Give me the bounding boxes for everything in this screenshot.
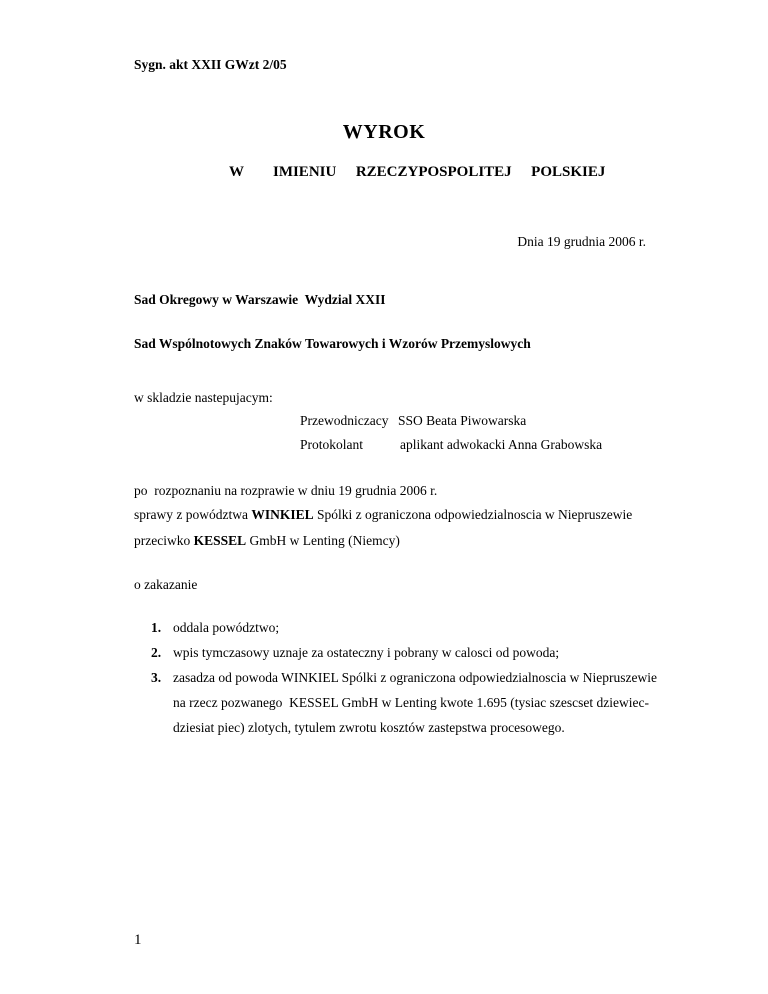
presiding-judge-name: SSO Beata Piwowarska bbox=[398, 413, 527, 428]
ruling-continuation: dziesiat piec) zlotych, tytulem zwrotu kosztów zastepstwa procesowego. bbox=[173, 720, 565, 735]
ruling-item bbox=[151, 670, 657, 686]
presiding-judge-label: Przewodniczacy bbox=[300, 413, 389, 428]
case-number: Sygn. akt XXII GWzt 2/05 bbox=[134, 57, 287, 72]
defendant-prefix: przeciwko bbox=[134, 533, 194, 548]
ruling-number: 2. bbox=[151, 645, 162, 660]
defendant-name: KESSEL bbox=[193, 533, 247, 548]
ruling-item bbox=[151, 620, 279, 636]
ruling-text: oddala powództwo; bbox=[173, 620, 280, 635]
plaintiff-suffix: Spólki z ograniczona odpowiedzialnoscia w Niepruszewie bbox=[313, 507, 633, 522]
ruling-text: wpis tymczasowy uznaje za ostateczny i pobrany w calosci od powoda; bbox=[173, 645, 560, 660]
plaintiff-prefix: sprawy z powództwa bbox=[134, 507, 252, 522]
composition-intro: w skladzie nastepujacym: bbox=[134, 390, 273, 405]
clerk-label: Protokolant bbox=[300, 437, 363, 452]
proceedings-line: po rozpoznaniu na rozprawie w dniu 19 grudnia 2006 r. bbox=[134, 483, 438, 498]
ruling-item bbox=[151, 645, 559, 661]
ruling-text: zasadza od powoda WINKIEL Spólki z ograniczona odpowiedzialnoscia w Niepruszewie bbox=[173, 670, 657, 685]
court-division: Sad Wspólnotowych Znaków Towarowych i Wzorów Przemyslowych bbox=[134, 336, 531, 351]
ruling-number: 1. bbox=[151, 620, 162, 635]
defendant-suffix: GmbH w Lenting (Niemcy) bbox=[246, 533, 400, 548]
ruling-number: 3. bbox=[151, 670, 162, 685]
page-number: 1 bbox=[134, 932, 142, 948]
case-subject: o zakazanie bbox=[134, 577, 198, 592]
clerk-name: aplikant adwokacki Anna Grabowska bbox=[400, 437, 603, 452]
court-name: Sad Okregowy w Warszawie Wydzial XXII bbox=[134, 292, 386, 307]
plaintiff-name: WINKIEL bbox=[251, 507, 314, 522]
judgment-date: Dnia 19 grudnia 2006 r. bbox=[517, 234, 646, 249]
defendant-line bbox=[134, 533, 400, 549]
plaintiff-line bbox=[134, 507, 632, 523]
ruling-continuation: na rzecz pozwanego KESSEL GmbH w Lenting kwote 1.695 (tysiac szescset dziewiec- bbox=[173, 695, 649, 710]
document-subtitle: W IMIENIU RZECZYPOSPOLITEJ POLSKIEJ bbox=[229, 164, 606, 180]
document-title: WYROK bbox=[342, 121, 426, 143]
